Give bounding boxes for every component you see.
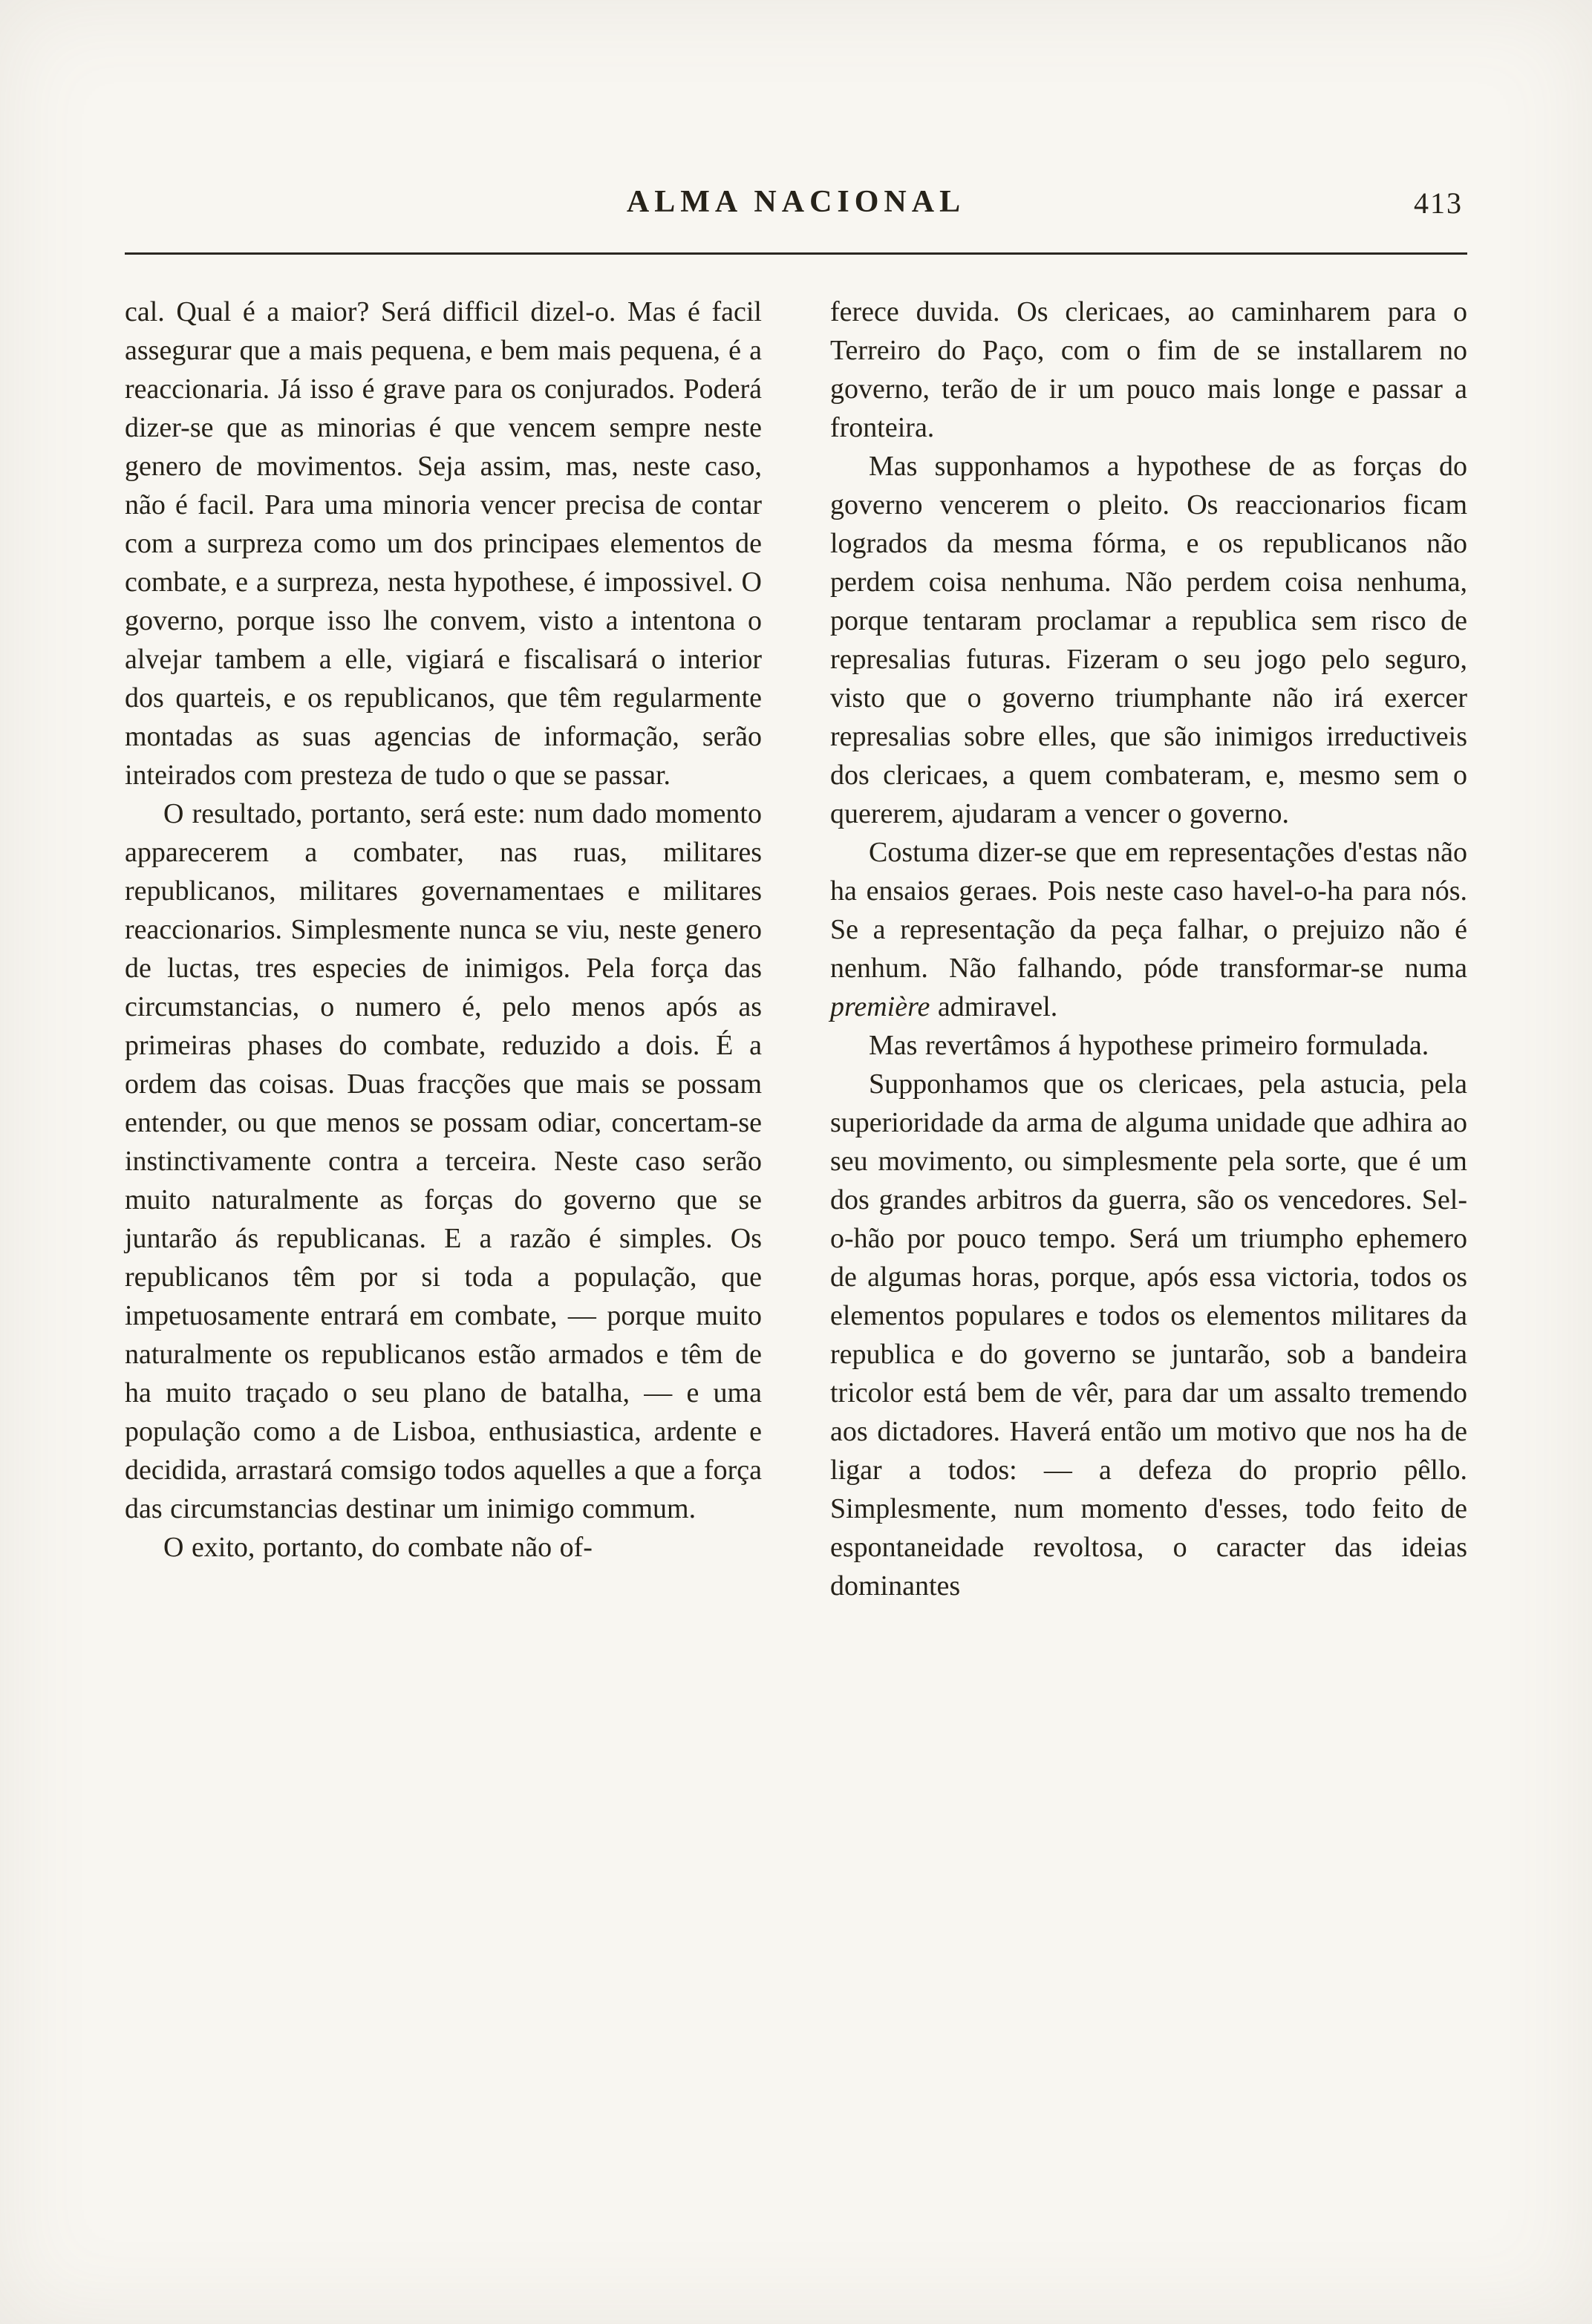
italic-text: première [830,991,930,1022]
column-right [830,293,1467,2057]
paragraph: cal. Qual é a maior? Será difficil dizel-o. Mas é facil assegurar que a mais pequena, e bem mais pequena, é a reaccionaria. Já isso é grave para os conjurados. Poderá dizer-se que as minorias é que vencem sempre neste genero de movimentos. Seja assim, mas, neste caso, não é facil. Para uma minoria vencer precisa de contar com a surpreza como um dos principaes elementos de combate, e a surpreza, nesta hypothese, é impossivel. O governo, porque isso lhe convem, visto a intentona o alvejar tambem a elle, vigiará e fiscalisará o interior dos quarteis, e os republicanos, que têm regularmente montadas as suas agencias de informação, serão inteirados com presteza de tudo o que se passar. [125,296,762,791]
page-number: 413 [1414,186,1463,220]
journal-title: ALMA NACIONAL [626,185,966,219]
page-header [125,184,1467,232]
paragraph: O resultado, portanto, será este: num dado momento apparecerem a combater, nas ruas, militares republicanos, militares governamentaes e militares reaccionarios. Simplesmente nunca se viu, neste genero de luctas, tres especies de inimigos. Pela força das circumstancias, o numero é, pelo menos após as primeiras phases do combate, reduzido a dois. É a ordem das coisas. Duas fracções que mais se possam entender, ou que menos se possam odiar, concertam-se instinctivamente contra a terceira. Neste caso serão muito naturalmente as forças do governo que se juntarão ás republicanas. E a razão é simples. Os republicanos têm por si toda a população, que impetuosamente entrará em combate, — porque muito naturalmente os republicanos estão armados e têm de ha muito traçado o seu plano de batalha, — e uma população como a de Lisboa, enthusiastica, ardente e decidida, arrastará comsigo todos aquelles a que a força das circumstancias destinar um inimigo commum. [125,798,762,1524]
paragraph: O exito, portanto, do combate não of- [163,1532,593,1563]
paragraph: Supponhamos que os clericaes, pela astucia, pela superioridade da arma de alguma unidade que adhira ao seu movimento, ou simplesmente pela sorte, que é um dos grandes arbitros da guerra, são os vencedores. Sel-o-hão por pouco tempo. Será um triumpho ephemero de algumas horas, porque, após essa victoria, todos os elementos populares e todos os elementos militares da republica e do governo se juntarão, sob a bandeira tricolor está bem de vêr, para dar um assalto tremendo aos dictadores. Haverá então um motivo que nos ha de ligar a todos: — a defeza do proprio pêllo. Simplesmente, num momento d'esses, todo feito de espontaneidade revoltosa, o caracter das ideias dominantes [830,1068,1467,1602]
column-left [125,293,762,2057]
paragraph: Mas supponhamos a hypothese de as forças do governo vencerem o pleito. Os reaccionarios ficam logrados da mesma fórma, e os republicanos não perdem coisa nenhuma. Não perdem coisa nenhuma, porque tentaram proclamar a republica sem risco de represalias futuras. Fizeram o seu jogo pelo seguro, visto que o governo triumphante não irá exercer represalias sobre elles, que são inimigos irreductiveis dos clericaes, a quem combateram, e, mesmo sem o quererem, ajudaram a vencer o governo. [830,451,1467,829]
paragraph: Mas revertâmos á hypothese primeiro formulada. [869,1030,1429,1061]
text-columns [125,293,1467,2057]
header-rule [125,252,1467,255]
paragraph: Costuma dizer-se que em representações d'estas não ha ensaios geraes. Pois neste caso havel-o-ha para nós. Se a representação da peça falhar, o prejuizo não é nenhum. Não falhando, póde transformar-se numa première admiravel. [830,837,1467,1022]
paragraph: ferece duvida. Os clericaes, ao caminharem para o Terreiro do Paço, com o fim de se installarem no governo, terão de ir um pouco mais longe e passar a fronteira. [830,296,1467,443]
